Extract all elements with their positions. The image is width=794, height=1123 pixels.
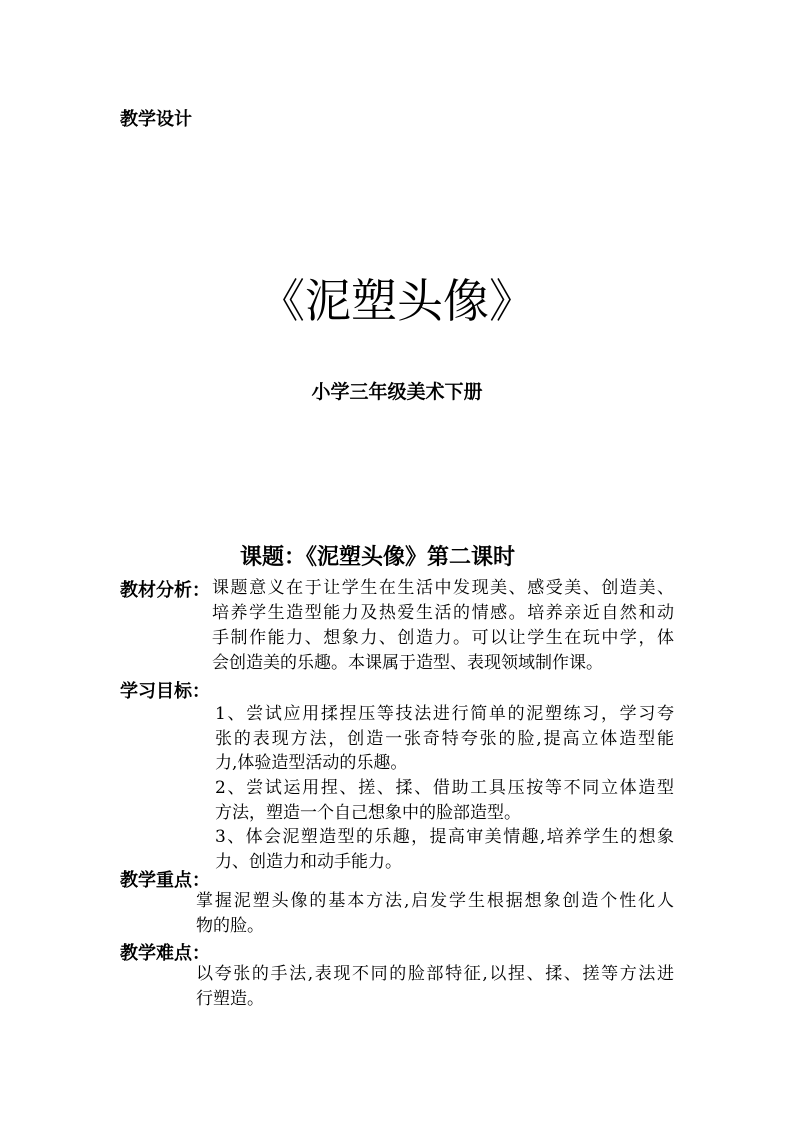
objective-line: 力,体验造型活动的乐趣。 [215,753,408,773]
difficulties-line: 以夸张的手法,表现不同的脸部特征,以捏、揉、搓等方法进 [196,964,674,984]
objective-line: 方法，塑造一个自己想象中的脸部造型。 [215,803,521,823]
key-points-line: 物的脸。 [196,916,264,936]
objective-line: 2、尝试运用捏、搓、揉、借助工具压按等不同立体造型 [215,778,674,798]
lesson-title: 课题：《泥塑头像》第二课时 [240,544,516,570]
key-points-line: 掌握泥塑头像的基本方法,启发学生根据想象创造个性化人 [196,891,674,911]
objective-line: 张的表现方法，创造一张奇特夸张的脸,提高立体造型能 [215,729,674,749]
objectives-label: 学习目标： [120,681,210,702]
objective-line: 力、创造力和动手能力。 [215,852,402,872]
material-line: 课题意义在于让学生在生活中发现美、感受美、创造美、 [212,578,674,598]
material-line: 手制作能力、想象力、创造力。可以让学生在玩中学，体 [212,628,674,648]
difficulties-label: 教学难点： [120,943,210,964]
subtitle: 小学三年级美术下册 [311,381,483,403]
material-line: 会创造美的乐趣。本课属于造型、表现领域制作课。 [212,653,603,673]
main-title: 《泥塑头像》 [259,274,535,328]
key-points-label: 教学重点： [120,870,210,891]
material-analysis-label: 教材分析： [120,580,210,601]
objective-line: 3、体会泥塑造型的乐趣，提高审美情趣,培养学生的想象 [215,827,674,847]
material-line: 培养学生造型能力及热爱生活的情感。培养亲近自然和动 [212,603,674,623]
objective-line: 1、尝试应用揉捏压等技法进行简单的泥塑练习，学习夸 [215,704,674,724]
header-label: 教学设计 [120,109,192,130]
difficulties-line: 行塑造。 [196,989,264,1009]
